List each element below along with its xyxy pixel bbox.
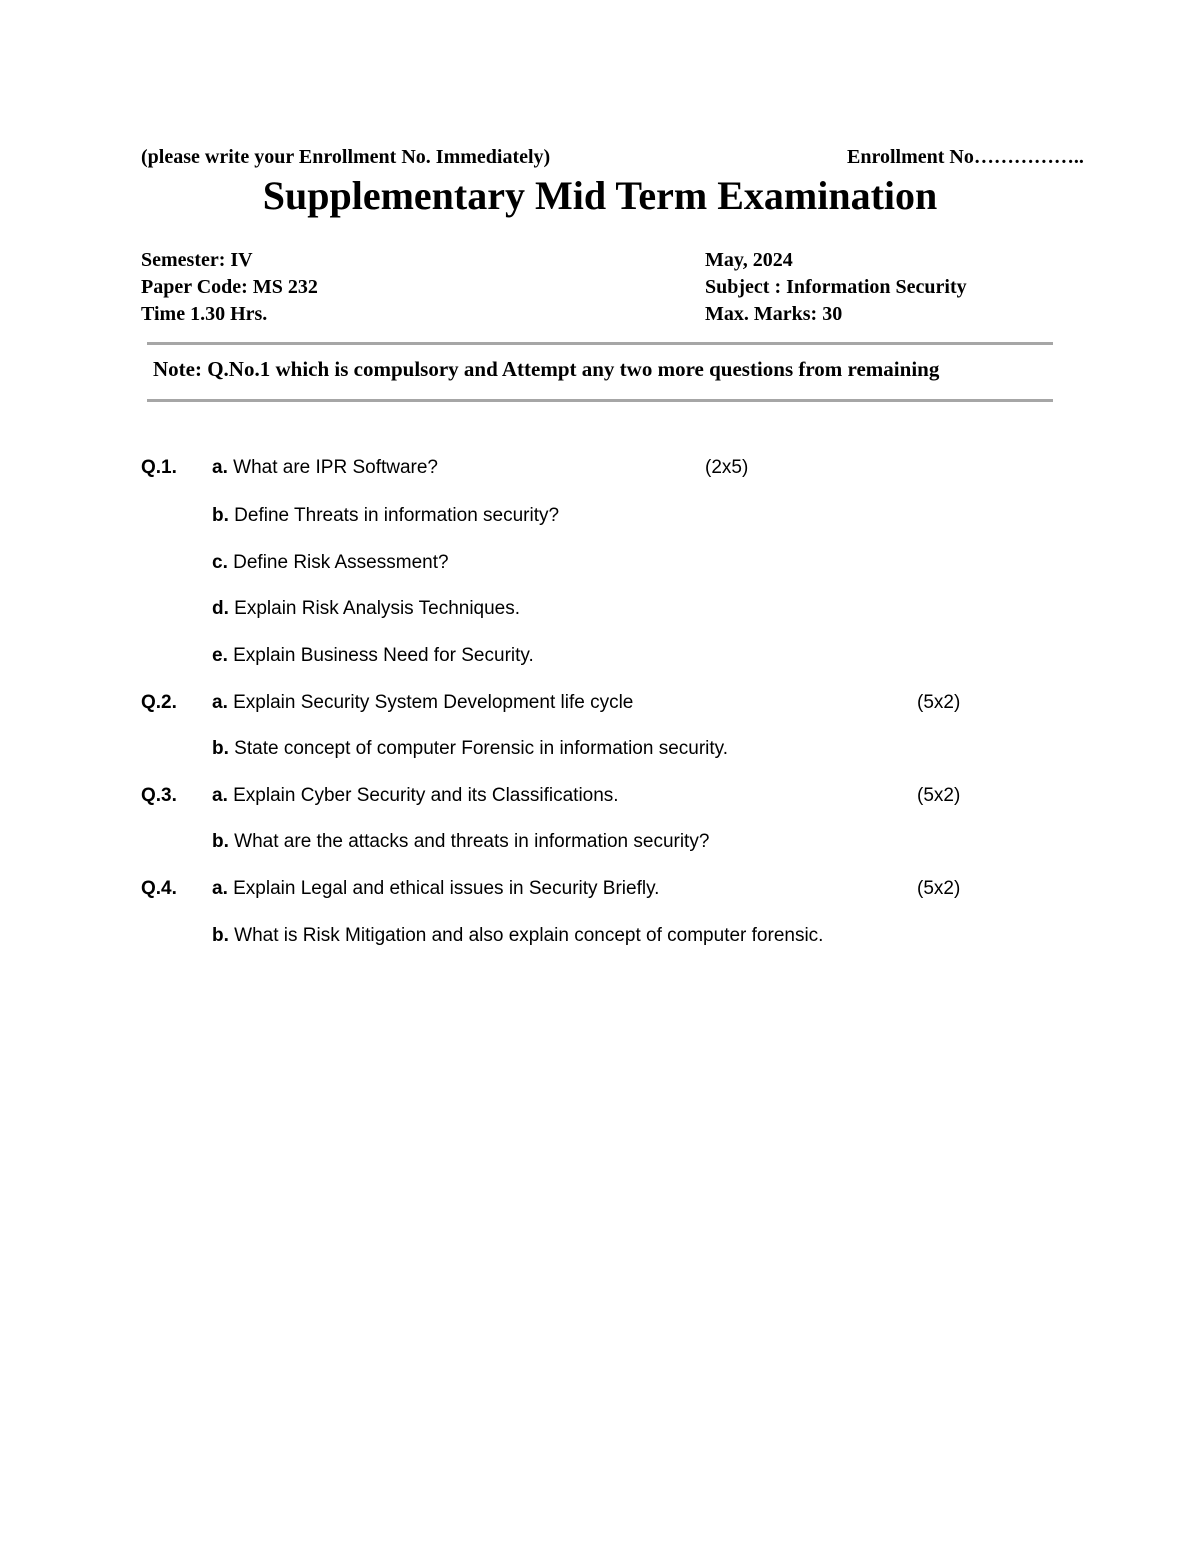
- question-part: [212, 693, 633, 712]
- part-letter: a.: [212, 878, 228, 899]
- semester: Semester: IV: [141, 249, 253, 271]
- question-marks: (2x5): [705, 457, 749, 478]
- question-part: [212, 926, 823, 945]
- question-part: [212, 646, 534, 665]
- part-text: State concept of computer Forensic in information security.: [228, 738, 729, 759]
- enrollment-number-field: Enrollment No……………..: [847, 146, 1084, 168]
- question-number: Q.1.: [141, 457, 177, 478]
- question-part: [212, 739, 728, 758]
- part-letter: c.: [212, 552, 228, 573]
- question-part: [212, 832, 709, 851]
- question-part: [212, 599, 520, 618]
- part-text: Explain Security System Development life cycle: [227, 692, 634, 713]
- enrollment-instruction: (please write your Enrollment No. Immediately): [141, 146, 551, 168]
- part-text: What is Risk Mitigation and also explain concept of computer forensic.: [228, 925, 824, 946]
- part-text: Explain Business Need for Security.: [227, 645, 534, 666]
- part-text: Explain Cyber Security and its Classifications.: [227, 785, 619, 806]
- part-letter: e.: [212, 645, 228, 666]
- question-marks: (5x2): [917, 785, 961, 806]
- part-text: What are IPR Software?: [227, 457, 439, 478]
- part-letter: b.: [212, 505, 229, 526]
- part-letter: a.: [212, 785, 228, 806]
- part-letter: b.: [212, 738, 229, 759]
- subject: Subject : Information Security: [705, 276, 967, 298]
- question-number: Q.3.: [141, 785, 177, 806]
- exam-time: Time 1.30 Hrs.: [141, 303, 268, 325]
- part-text: Define Risk Assessment?: [227, 552, 449, 573]
- question-marks: (5x2): [917, 692, 961, 713]
- exam-date: May, 2024: [705, 249, 793, 271]
- part-letter: b.: [212, 925, 229, 946]
- question-part: [212, 458, 438, 477]
- question-part: [212, 553, 449, 572]
- page-title: Supplementary Mid Term Examination: [262, 173, 938, 218]
- part-letter: a.: [212, 457, 228, 478]
- paper-code: Paper Code: MS 232: [141, 276, 318, 298]
- question-marks: (5x2): [917, 878, 961, 899]
- question-part: [212, 786, 619, 805]
- question-number: Q.4.: [141, 878, 177, 899]
- part-text: Define Threats in information security?: [228, 505, 560, 526]
- part-text: Explain Legal and ethical issues in Security Briefly.: [227, 878, 660, 899]
- question-part: [212, 879, 659, 898]
- max-marks: Max. Marks: 30: [705, 303, 843, 325]
- note-bottom-rule: [147, 399, 1053, 402]
- part-text: Explain Risk Analysis Techniques.: [228, 598, 521, 619]
- part-letter: d.: [212, 598, 229, 619]
- part-letter: a.: [212, 692, 228, 713]
- note-top-rule: [147, 342, 1053, 345]
- part-letter: b.: [212, 831, 229, 852]
- part-text: What are the attacks and threats in information security?: [228, 831, 710, 852]
- note-text: Note: Q.No.1 which is compulsory and Attempt any two more questions from remaining: [153, 357, 940, 381]
- question-part: [212, 506, 559, 525]
- question-number: Q.2.: [141, 692, 177, 713]
